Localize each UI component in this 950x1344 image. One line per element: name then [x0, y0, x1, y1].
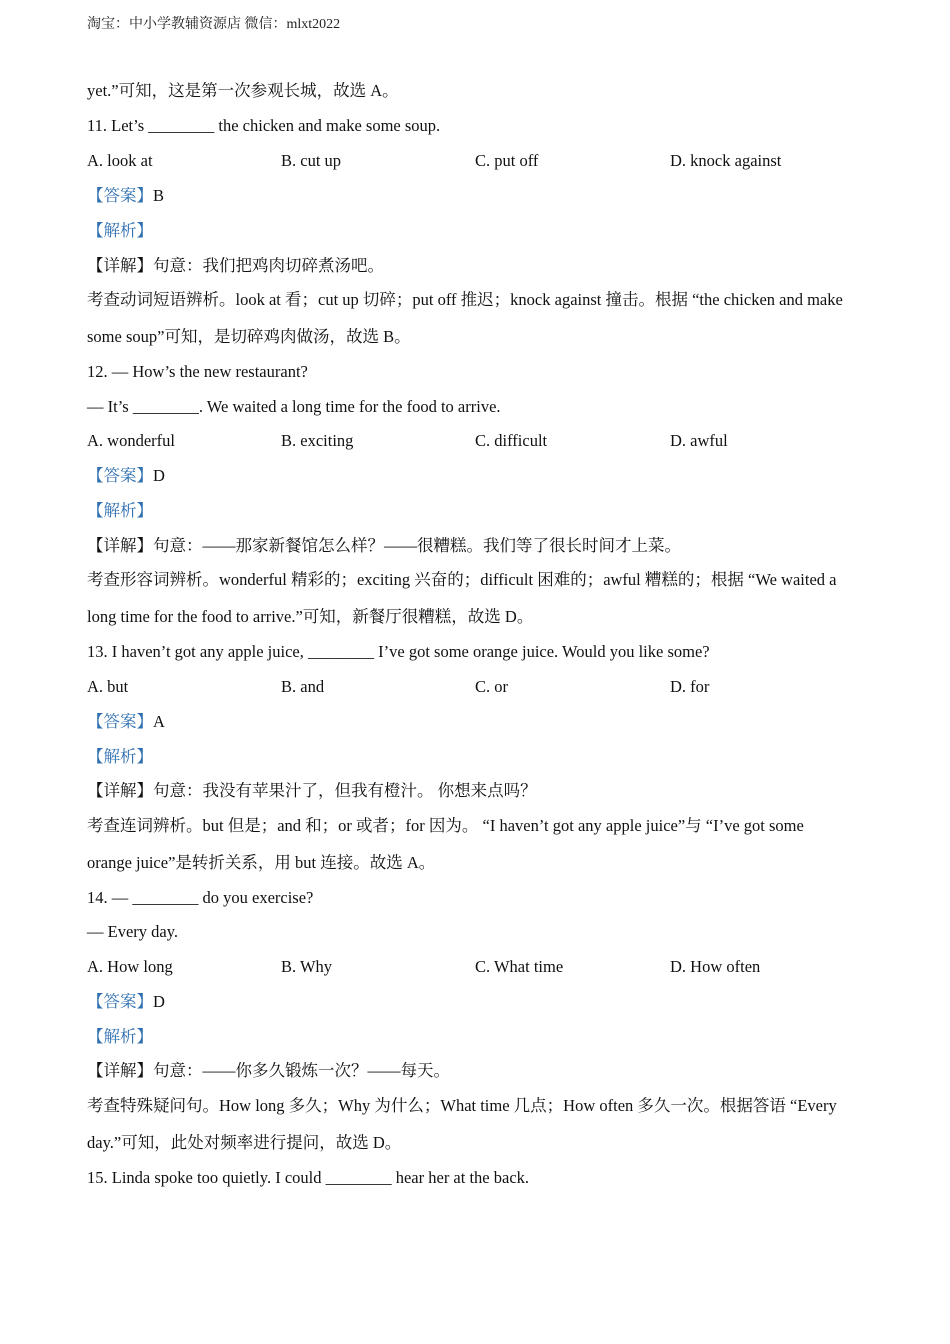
- intro-line: yet.”可知，这是第一次参观长城，故选 A。: [87, 81, 399, 100]
- q13-option-b: B. and: [281, 677, 325, 696]
- q13-answer-value: A: [153, 712, 165, 731]
- q14-stem-1: 14. — ________ do you exercise?: [87, 888, 314, 907]
- q11-option-a: A. look at: [87, 151, 153, 170]
- q12-detail-text: 句意：——那家新餐馆怎么样？——很糟糕。我们等了很长时间才上菜。: [153, 536, 681, 555]
- q12-explain-1: 考查形容词辨析。wonderful 精彩的；exciting 兴奋的；difficult 困难的；awful 糟糕的；根据 “We waited a: [87, 570, 837, 589]
- q14-stem-2: — Every day.: [87, 922, 179, 941]
- q11-detail-text: 句意：我们把鸡肉切碎煮汤吧。: [153, 256, 384, 275]
- q14-detail: [87, 1060, 450, 1082]
- q13-analysis-label: 【解析】: [87, 747, 153, 766]
- q14-option-c: C. What time: [475, 957, 564, 976]
- q13-answer: [87, 711, 165, 733]
- q12-option-c: C. difficult: [475, 431, 548, 450]
- detail-label: 【详解】: [87, 781, 153, 800]
- detail-label: 【详解】: [87, 256, 153, 275]
- q13-option-d: D. for: [670, 677, 710, 696]
- q12-detail: [87, 535, 681, 557]
- answer-label: 【答案】: [87, 992, 153, 1011]
- q13-explain-1: 考查连词辨析。but 但是；and 和；or 或者；for 因为。 “I haven’t got any apple juice”与 “I’ve got some: [87, 816, 804, 835]
- q14-analysis-label: 【解析】: [87, 1027, 153, 1046]
- q14-detail-text: 句意：——你多久锻炼一次？——每天。: [153, 1061, 450, 1080]
- q12-stem-2: — It’s ________. We waited a long time for the food to arrive.: [87, 397, 501, 416]
- q14-explain-1: 考查特殊疑问句。How long 多久；Why 为什么；What time 几点；How often 多久一次。根据答语 “Every: [87, 1096, 837, 1115]
- q11-option-c: C. put off: [475, 151, 539, 170]
- q13-stem: 13. I haven’t got any apple juice, ________ I’ve got some orange juice. Would you like some?: [87, 642, 710, 661]
- answer-label: 【答案】: [87, 712, 153, 731]
- q14-explain-2: day.”可知，此处对频率进行提问，故选 D。: [87, 1133, 402, 1152]
- q11-option-d: D. knock against: [670, 151, 782, 170]
- detail-label: 【详解】: [87, 1061, 153, 1080]
- q12-answer: [87, 465, 165, 487]
- q12-option-d: D. awful: [670, 431, 728, 450]
- q14-answer: [87, 991, 165, 1013]
- q13-detail: [87, 780, 537, 802]
- answer-label: 【答案】: [87, 186, 153, 205]
- q12-stem-1: 12. — How’s the new restaurant?: [87, 362, 308, 381]
- detail-label: 【详解】: [87, 536, 153, 555]
- page-header: 淘宝：中小学教辅资源店 微信：mlxt2022: [87, 17, 341, 32]
- q12-option-b: B. exciting: [281, 431, 354, 450]
- q11-option-b: B. cut up: [281, 151, 342, 170]
- q11-detail: [87, 255, 384, 277]
- q14-option-d: D. How often: [670, 957, 761, 976]
- q13-explain-2: orange juice”是转折关系，用 but 连接。故选 A。: [87, 853, 436, 872]
- q11-answer-value: B: [153, 186, 165, 205]
- q11-answer: [87, 185, 164, 207]
- q14-option-a: A. How long: [87, 957, 173, 976]
- q15-stem: 15. Linda spoke too quietly. I could ________ hear her at the back.: [87, 1168, 530, 1187]
- q13-detail-text: 句意：我没有苹果汁了，但我有橙汁。 你想来点吗？: [153, 781, 537, 800]
- q14-answer-value: D: [153, 992, 165, 1011]
- q13-option-a: A. but: [87, 677, 129, 696]
- q13-option-c: C. or: [475, 677, 508, 696]
- answer-label: 【答案】: [87, 466, 153, 485]
- q11-explain-2: some soup”可知，是切碎鸡肉做汤，故选 B。: [87, 327, 411, 346]
- q11-stem: 11. Let’s ________ the chicken and make some soup.: [87, 116, 441, 135]
- q12-answer-value: D: [153, 466, 165, 485]
- q11-analysis-label: 【解析】: [87, 221, 153, 240]
- q14-option-b: B. Why: [281, 957, 333, 976]
- q12-option-a: A. wonderful: [87, 431, 175, 450]
- q11-explain-1: 考查动词短语辨析。look at 看；cut up 切碎；put off 推迟；knock against 撞击。根据 “the chicken and make: [87, 290, 843, 309]
- q12-analysis-label: 【解析】: [87, 501, 153, 520]
- q12-explain-2: long time for the food to arrive.”可知，新餐厅很糟糕，故选 D。: [87, 607, 534, 626]
